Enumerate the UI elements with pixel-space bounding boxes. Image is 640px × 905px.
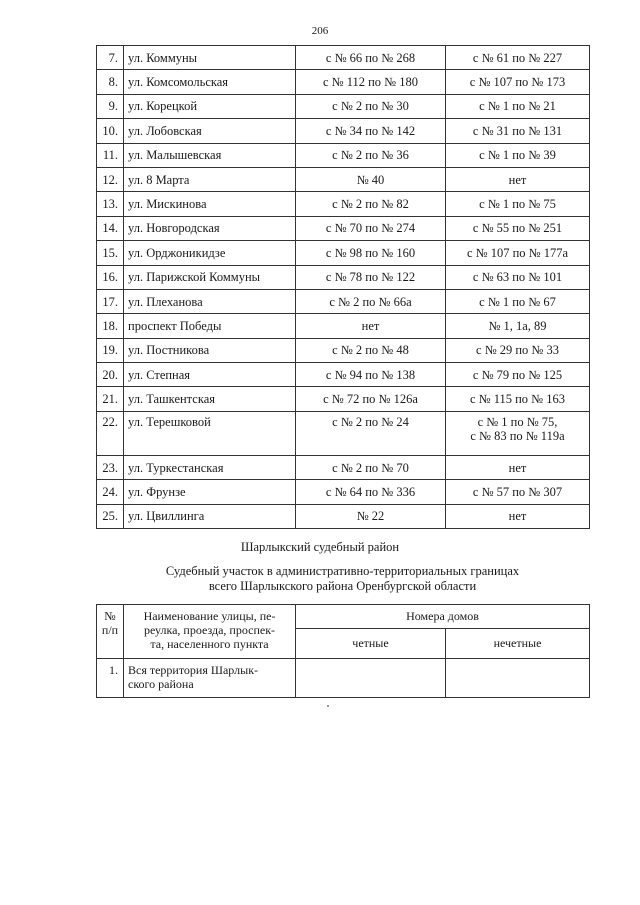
street-row — [97, 387, 590, 411]
header-name-line-2: реулка, проезда, проспек- — [143, 623, 276, 637]
street-num-cell: 25. — [97, 504, 124, 528]
street-odd-cell: с № 79 по № 125 — [446, 363, 590, 387]
street-num-cell: 8. — [97, 70, 124, 94]
street-num-cell: 10. — [97, 119, 124, 143]
street-row — [97, 94, 590, 118]
street-even-cell: с № 72 по № 126а — [296, 387, 446, 411]
street-num-cell: 12. — [97, 167, 124, 191]
street-num-cell: 14. — [97, 216, 124, 240]
street-even-cell: с № 94 по № 138 — [296, 363, 446, 387]
street-even-cell: с № 112 по № 180 — [296, 70, 446, 94]
street-name-cell: ул. Плеханова — [124, 289, 296, 313]
header-name-cell — [124, 605, 296, 659]
district-table — [96, 604, 590, 698]
street-name-cell: ул. Малышевская — [124, 143, 296, 167]
street-row — [97, 455, 590, 479]
street-even-cell: с № 2 по № 82 — [296, 192, 446, 216]
street-num-cell: 18. — [97, 314, 124, 338]
street-name-cell: ул. Постникова — [124, 338, 296, 362]
street-odd-cell: нет — [446, 167, 590, 191]
street-num-cell: 20. — [97, 363, 124, 387]
street-name-cell: ул. Орджоникидзе — [124, 241, 296, 265]
street-even-cell: нет — [296, 314, 446, 338]
street-name-cell: ул. Корецкой — [124, 94, 296, 118]
street-num-cell: 13. — [97, 192, 124, 216]
street-row — [97, 265, 590, 289]
street-odd-line-2: с № 83 по № 119а — [470, 428, 565, 443]
street-row — [97, 167, 590, 191]
street-row — [97, 363, 590, 387]
street-name-cell: ул. Новгородская — [124, 216, 296, 240]
street-odd-cell: нет — [446, 504, 590, 528]
row-even-cell — [296, 659, 446, 698]
street-name-cell: ул. Степная — [124, 363, 296, 387]
street-row — [97, 289, 590, 313]
street-even-cell: с № 2 по № 70 — [296, 455, 446, 479]
street-even-cell: с № 2 по № 48 — [296, 338, 446, 362]
street-row — [97, 241, 590, 265]
street-num-cell: 16. — [97, 265, 124, 289]
row-num-cell: 1. — [97, 659, 124, 698]
street-name-cell: ул. Ташкентская — [124, 387, 296, 411]
street-even-cell: с № 34 по № 142 — [296, 119, 446, 143]
street-odd-cell: с № 63 по № 101 — [446, 265, 590, 289]
header-num-line-2: п/п — [101, 623, 119, 637]
street-odd-cell: с № 1 по № 67 — [446, 289, 590, 313]
street-odd-line-1: с № 1 по № 75, — [477, 414, 558, 429]
header-name-line-1: Наименование улицы, пе- — [143, 609, 276, 623]
street-num-cell: 7. — [97, 46, 124, 70]
street-row — [97, 46, 590, 70]
street-row — [97, 411, 590, 455]
street-row — [97, 143, 590, 167]
street-row — [97, 314, 590, 338]
street-odd-cell: с № 1 по № 21 — [446, 94, 590, 118]
street-even-cell: с № 64 по № 336 — [296, 480, 446, 504]
header-odd-cell: нечетные — [446, 628, 590, 658]
street-num-cell: 23. — [97, 455, 124, 479]
street-odd-cell: с № 57 по № 307 — [446, 480, 590, 504]
street-even-cell: с № 2 по № 30 — [296, 94, 446, 118]
street-even-cell: с № 2 по № 24 — [296, 411, 446, 455]
street-odd-cell: нет — [446, 455, 590, 479]
street-odd-cell: с № 1 по № 75 — [446, 192, 590, 216]
street-row — [97, 504, 590, 528]
street-even-cell: с № 2 по № 36 — [296, 143, 446, 167]
row-name-cell — [124, 659, 296, 698]
street-num-cell: 22. — [97, 411, 124, 455]
street-even-cell: № 40 — [296, 167, 446, 191]
street-row — [97, 119, 590, 143]
street-name-cell: ул. Цвиллинга — [124, 504, 296, 528]
street-name-cell: проспект Победы — [124, 314, 296, 338]
header-even-cell: четные — [296, 628, 446, 658]
district-table-row — [97, 659, 590, 698]
street-odd-cell: с № 107 по № 173 — [446, 70, 590, 94]
header-name-line-3: та, населенного пункта — [150, 637, 269, 651]
street-name-cell: ул. Терешковой — [124, 411, 296, 455]
street-even-cell: с № 78 по № 122 — [296, 265, 446, 289]
street-name-cell: ул. Парижской Коммуны — [124, 265, 296, 289]
street-odd-cell: с № 107 по № 177а — [446, 241, 590, 265]
street-even-cell: № 22 — [296, 504, 446, 528]
street-row — [97, 216, 590, 240]
street-row — [97, 480, 590, 504]
header-num-line-1: № — [104, 609, 116, 623]
street-name-cell: ул. Мискинова — [124, 192, 296, 216]
street-odd-cell: с № 31 по № 131 — [446, 119, 590, 143]
street-name-cell: ул. Лобовская — [124, 119, 296, 143]
street-num-cell: 19. — [97, 338, 124, 362]
street-num-cell: 15. — [97, 241, 124, 265]
street-even-cell: с № 98 по № 160 — [296, 241, 446, 265]
street-num-cell: 24. — [97, 480, 124, 504]
street-odd-cell: № 1, 1а, 89 — [446, 314, 590, 338]
page-number: 206 — [311, 25, 329, 37]
streets-table — [96, 45, 590, 529]
street-num-cell: 9. — [97, 94, 124, 118]
section-title-line-2: всего Шарлыкского района Оренбургской области — [208, 579, 477, 593]
street-odd-cell: с № 1 по № 39 — [446, 143, 590, 167]
street-name-cell: ул. Туркестанская — [124, 455, 296, 479]
street-odd-cell: с № 55 по № 251 — [446, 216, 590, 240]
district-table-header-row — [97, 605, 590, 629]
row-name-line-2: ского района — [128, 677, 194, 691]
street-name-cell: ул. Фрунзе — [124, 480, 296, 504]
section-title-line-1: Судебный участок в административно-территориальных границах — [165, 564, 520, 578]
street-name-cell: ул. Комсомольская — [124, 70, 296, 94]
street-num-cell: 21. — [97, 387, 124, 411]
section-title — [96, 564, 589, 594]
street-odd-cell — [446, 411, 590, 455]
district-title: Шарлыкский судебный район — [240, 540, 400, 554]
street-even-cell: с № 2 по № 66а — [296, 289, 446, 313]
row-name-line-1: Вся территория Шарлык- — [128, 663, 259, 677]
street-name-cell: ул. Коммуны — [124, 46, 296, 70]
street-row — [97, 192, 590, 216]
street-odd-cell: с № 115 по № 163 — [446, 387, 590, 411]
street-odd-cell: с № 29 по № 33 — [446, 338, 590, 362]
streets-table-body — [97, 46, 590, 529]
street-num-cell: 11. — [97, 143, 124, 167]
street-num-cell: 17. — [97, 289, 124, 313]
header-num-cell — [97, 605, 124, 659]
street-row — [97, 70, 590, 94]
header-houses-cell: Номера домов — [296, 605, 590, 629]
street-even-cell: с № 70 по № 274 — [296, 216, 446, 240]
street-name-cell: ул. 8 Марта — [124, 167, 296, 191]
street-odd-cell: с № 61 по № 227 — [446, 46, 590, 70]
street-row — [97, 338, 590, 362]
scan-dot — [327, 705, 329, 707]
row-odd-cell — [446, 659, 590, 698]
street-even-cell: с № 66 по № 268 — [296, 46, 446, 70]
